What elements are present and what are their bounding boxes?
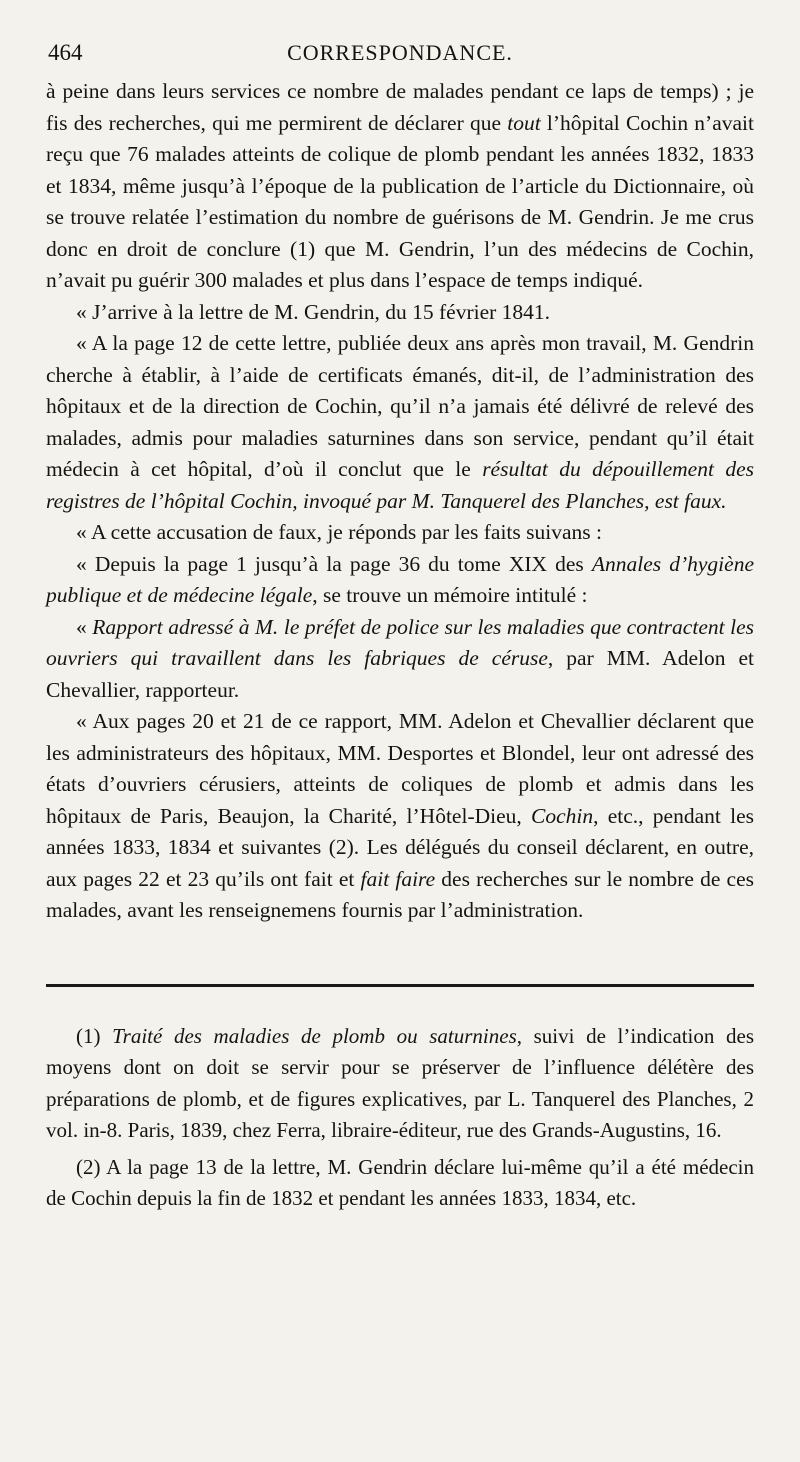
footnote-divider [46, 984, 754, 987]
paragraph: « Aux pages 20 et 21 de ce rapport, MM. Adelon et Chevallier déclarent que les administrateurs des hôpitaux, MM. Desportes et Blondel, leur ont adressé des états d’ouvriers cérusiers, atteints de coliques de plomb et admis dans les hôpitaux de Paris, Beaujon, la Charité, l’Hôtel-Dieu, Cochin, etc., pendant les années 1833, 1834 et suivantes (2). Les délégués du conseil déclarent, en outre, aux pages 22 et 23 qu’ils ont fait et fait faire des recherches sur le nombre de ces malades, avant les renseignemens fournis par l’administration. [46, 709, 755, 922]
main-text [46, 76, 754, 927]
paragraph: à peine dans leurs services ce nombre de malades pendant ce laps de temps) ; je fis des recherches, qui me permirent de déclarer que tout l’hôpital Cochin n’avait reçu que 76 malades atteints de colique de plomb pendant les années 1832, 1833 et 1834, même jusqu’à l’époque de la publication de l’article du Dictionnaire, où se trouve relatée l’estimation du nombre de guérisons de M. Gendrin. Je me crus donc en droit de conclure (1) que M. Gendrin, l’un des médecins de Cochin, n’avait pu guérir 300 malades et plus dans l’espace de temps indiqué. [46, 79, 754, 292]
running-title: CORRESPONDANCE. [287, 40, 513, 65]
page-header [46, 40, 754, 76]
paragraph: « Rapport adressé à M. le préfet de police sur les maladies que contractent les ouvriers qui travaillent dans les fabriques de céruse, par MM. Adelon et Chevallier, rapporteur. [46, 614, 755, 702]
paragraph: « A cette accusation de faux, je réponds par les faits suivans : [76, 520, 602, 544]
footnote-2: (2) A la page 13 de la lettre, M. Gendrin déclare lui-même qu’il a été médecin de Cochin depuis la fin de 1832 et pendant les années 1833, 1834, etc. [46, 1154, 754, 1210]
paragraph: « Depuis la page 1 jusqu’à la page 36 du tome XIX des Annales d’hygiène publique et de médecine légale, se trouve un mémoire intitulé : [46, 551, 754, 607]
paragraph: « A la page 12 de cette lettre, publiée deux ans après mon travail, M. Gendrin cherche à établir, à l’aide de certificats émanés, dit-il, de l’administration des hôpitaux et de la direction de Cochin, qu’il n’a jamais été délivré de relevé des malades, admis pour maladies saturnines dans son service, pendant qu’il était médecin à cet hôpital, d’où il conclut que le résultat du dépouillement des registres de l’hôpital Cochin, invoqué par M. Tanquerel des Planches, est faux. [46, 331, 754, 513]
paragraph: « J’arrive à la lettre de M. Gendrin, du 15 février 1841. [76, 299, 551, 324]
page-number: 464 [48, 40, 83, 65]
footnotes [46, 1021, 754, 1215]
footnote-1: (1) Traité des maladies de plomb ou saturnines, suivi de l’indication des moyens dont on doit se servir pour se préserver de l’influence délétère des préparations de plomb, et de figures explicatives, par L. Tanquerel des Planches, 2 vol. in-8. Paris, 1839, chez Ferra, libraire-éditeur, rue des Grands-Augustins, 16. [46, 1023, 754, 1142]
